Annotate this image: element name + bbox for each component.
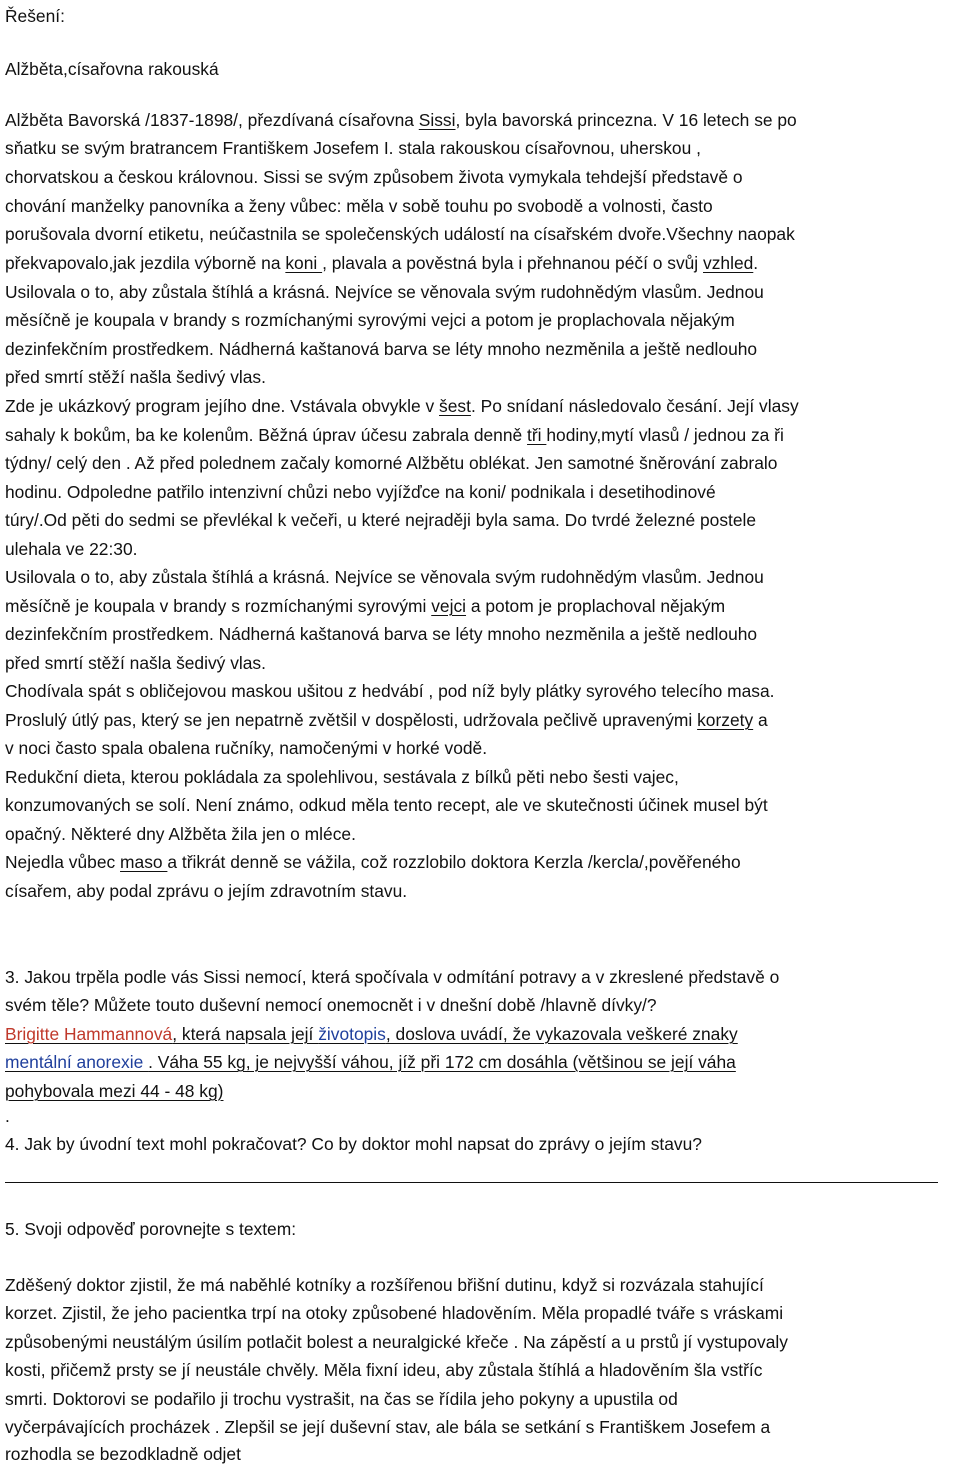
answer-3-line: Brigitte Hammannová, která napsala její životopis, doslova uvádí, že vykazovala veškeré znaky (5, 1024, 738, 1044)
article-title: Alžběta,císařovna rakouská (5, 59, 219, 79)
question-3-line: 3. Jakou trpěla podle vás Sissi nemocí, která spočívala v odmítání potravy a v zkreslené představě o (5, 967, 780, 987)
heading: Řešení: (5, 6, 65, 26)
paragraph-line: ulehala ve 22:30. (5, 539, 138, 559)
paragraph-line: před smrtí stěží našla šedivý vlas. (5, 653, 266, 673)
answer-5-line: kosti, přičemž prsty se jí neustále chvěly. Měla fixní ideu, aby zůstala štíhlá a hladověním šla vstříc (5, 1360, 763, 1380)
link-korzety[interactable]: korzety (697, 710, 754, 730)
paragraph-line: dezinfekčním prostředkem. Nádherná kaštanová barva se léty mnoho nezměnila a ještě nedlouho (5, 339, 758, 359)
paragraph-line: Redukční dieta, kterou pokládala za spolehlivou, sestávala z bílků pěti nebo šesti vajec, (5, 767, 679, 787)
paragraph-line: Nejedla vůbec maso a třikrát denně se vážila, což rozzlobilo doktora Kerzla /kercla/,pověřeného (5, 852, 741, 872)
paragraph-line: sahaly k bokům, ba ke kolenům. Běžná úprav účesu zabrala denně tři hodiny,mytí vlasů / jednou za ři (5, 425, 784, 445)
link-zivotopis[interactable]: životopis (318, 1024, 386, 1044)
paragraph-line: Alžběta Bavorská /1837-1898/, přezdívaná císařovna Sissi, byla bavorská princezna. V 16 letech se po (5, 110, 797, 130)
link-tri[interactable]: tři (527, 425, 547, 445)
paragraph-line: Usilovala o to, aby zůstala štíhlá a krásná. Nejvíce se věnovala svým rudohnědým vlasům. Jednou (5, 282, 764, 302)
answer-5-line: korzet. Zjistil, že jeho pacientka trpí na otoky způsobené hladověním. Měla propadlé tváře s vráskami (5, 1303, 784, 1323)
paragraph-line: Proslulý útlý pas, který se jen nepatrně zvětšil v dospělosti, udržovala pečlivě upravenými korzety a (5, 710, 768, 730)
question-4: 4. Jak by úvodní text mohl pokračovat? Co by doktor mohl napsat do zprávy o jejím stavu? (5, 1134, 702, 1154)
paragraph-line: opačný. Některé dny Alžběta žila jen o mléce. (5, 824, 356, 844)
paragraph-line: Zde je ukázkový program jejího dne. Vstávala obvykle v šest. Po snídaní následovalo česání. Její vlasy (5, 396, 799, 416)
answer-3-line: pohybovala mezi 44 - 48 kg) (5, 1081, 224, 1101)
separator-dot: . (5, 1106, 10, 1126)
paragraph-line: chování manželky panovníka a ženy vůbec: měla v sobě touhu po svobodě a volnosti, často (5, 196, 713, 216)
link-maso[interactable]: maso (120, 852, 168, 872)
link-vzhled[interactable]: vzhled (703, 253, 754, 273)
answer-blank-line[interactable] (5, 1182, 938, 1183)
paragraph-line: překvapovalo,jak jezdila výborně na koni , plavala a pověstná byla i přehnanou péčí o svůj vzhled. (5, 253, 759, 273)
paragraph-line: týdny/ celý den . Až před polednem začaly komorné Alžbětu oblékat. Jen samotné šněrování zabralo (5, 453, 778, 473)
paragraph-line: chorvatskou a českou královnou. Sissi se svým způsobem života vymykala tehdejší představě o (5, 167, 743, 187)
link-mentalni-anorexie[interactable]: mentální anorexie (5, 1052, 149, 1072)
paragraph-line: měsíčně je koupala v brandy s rozmíchanými syrovými vejci a potom je proplachovala nějakým (5, 310, 735, 330)
paragraph-line: dezinfekčním prostředkem. Nádherná kaštanová barva se léty mnoho nezměnila a ještě nedlouho (5, 624, 758, 644)
paragraph-line: v noci často spala obalena ručníky, namočenými v horké vodě. (5, 738, 488, 758)
paragraph-line: porušovala dvorní etiketu, neúčastnila se společenských událostí na císařském dvoře.Všechny naopak (5, 224, 795, 244)
question-3-line: svém těle? Můžete touto duševní nemocí onemocnět i v dnešní době /hlavně dívky/? (5, 995, 657, 1015)
answer-5-line: smrti. Doktorovi se podařilo ji trochu vystrašit, na čas se řídila jeho pokyny a upustila od (5, 1389, 678, 1409)
answer-5-line: vyčerpávajících procházek . Zlepšil se její duševní stav, ale bála se setkání s Františkem Josefem a (5, 1417, 771, 1437)
answer-3-line: mentální anorexie . Váha 55 kg, je nejvyšší váhou, jíž při 172 cm dosáhla (většinou se její váha (5, 1052, 736, 1072)
paragraph-line: túry/.Od pěti do sedmi se převlékal k večeři, u které nejraději byla sama. Do tvrdé železné postele (5, 510, 757, 530)
link-sest[interactable]: šest (439, 396, 471, 416)
link-vejci[interactable]: vejci (431, 596, 467, 616)
paragraph-line: Chodívala spát s obličejovou maskou ušitou z hedvábí , pod níž byly plátky syrového telecího masa. (5, 681, 775, 701)
link-sissi[interactable]: Sissi (418, 110, 456, 130)
link-brigitte-hammannova[interactable]: Brigitte Hammannová (5, 1024, 173, 1044)
answer-5-line: způsobenými neustálým úsilím potlačit bolest a neuralgické křeče . Na zápěstí a u prstů jí vystupovaly (5, 1332, 788, 1352)
answer-5-line: rozhodla se bezodkladně odjet (5, 1444, 241, 1464)
link-koni[interactable]: koni (285, 253, 323, 273)
paragraph-line: císařem, aby podal zprávu o jejím zdravotním stavu. (5, 881, 408, 901)
paragraph-line: Usilovala o to, aby zůstala štíhlá a krásná. Nejvíce se věnovala svým rudohnědým vlasům. Jednou (5, 567, 764, 587)
question-5: 5. Svoji odpověď porovnejte s textem: (5, 1219, 297, 1239)
paragraph-line: před smrtí stěží našla šedivý vlas. (5, 367, 266, 387)
paragraph-line: měsíčně je koupala v brandy s rozmíchanými syrovými vejci a potom je proplachoval nějakým (5, 596, 726, 616)
paragraph-line: sňatku se svým bratrancem Františkem Josefem I. stala rakouskou císařovnou, uherskou , (5, 138, 701, 158)
paragraph-line: hodinu. Odpoledne patřilo intenzivní chůzi nebo vyjížďce na koni/ podnikala i desetihodinové (5, 482, 716, 502)
answer-5-line: Zděšený doktor zjistil, že má naběhlé kotníky a rozšířenou břišní dutinu, když si rozvázala stahující (5, 1275, 764, 1295)
paragraph-line: konzumovaných se solí. Není známo, odkud měla tento recept, ale ve skutečnosti účinek musel být (5, 795, 768, 815)
